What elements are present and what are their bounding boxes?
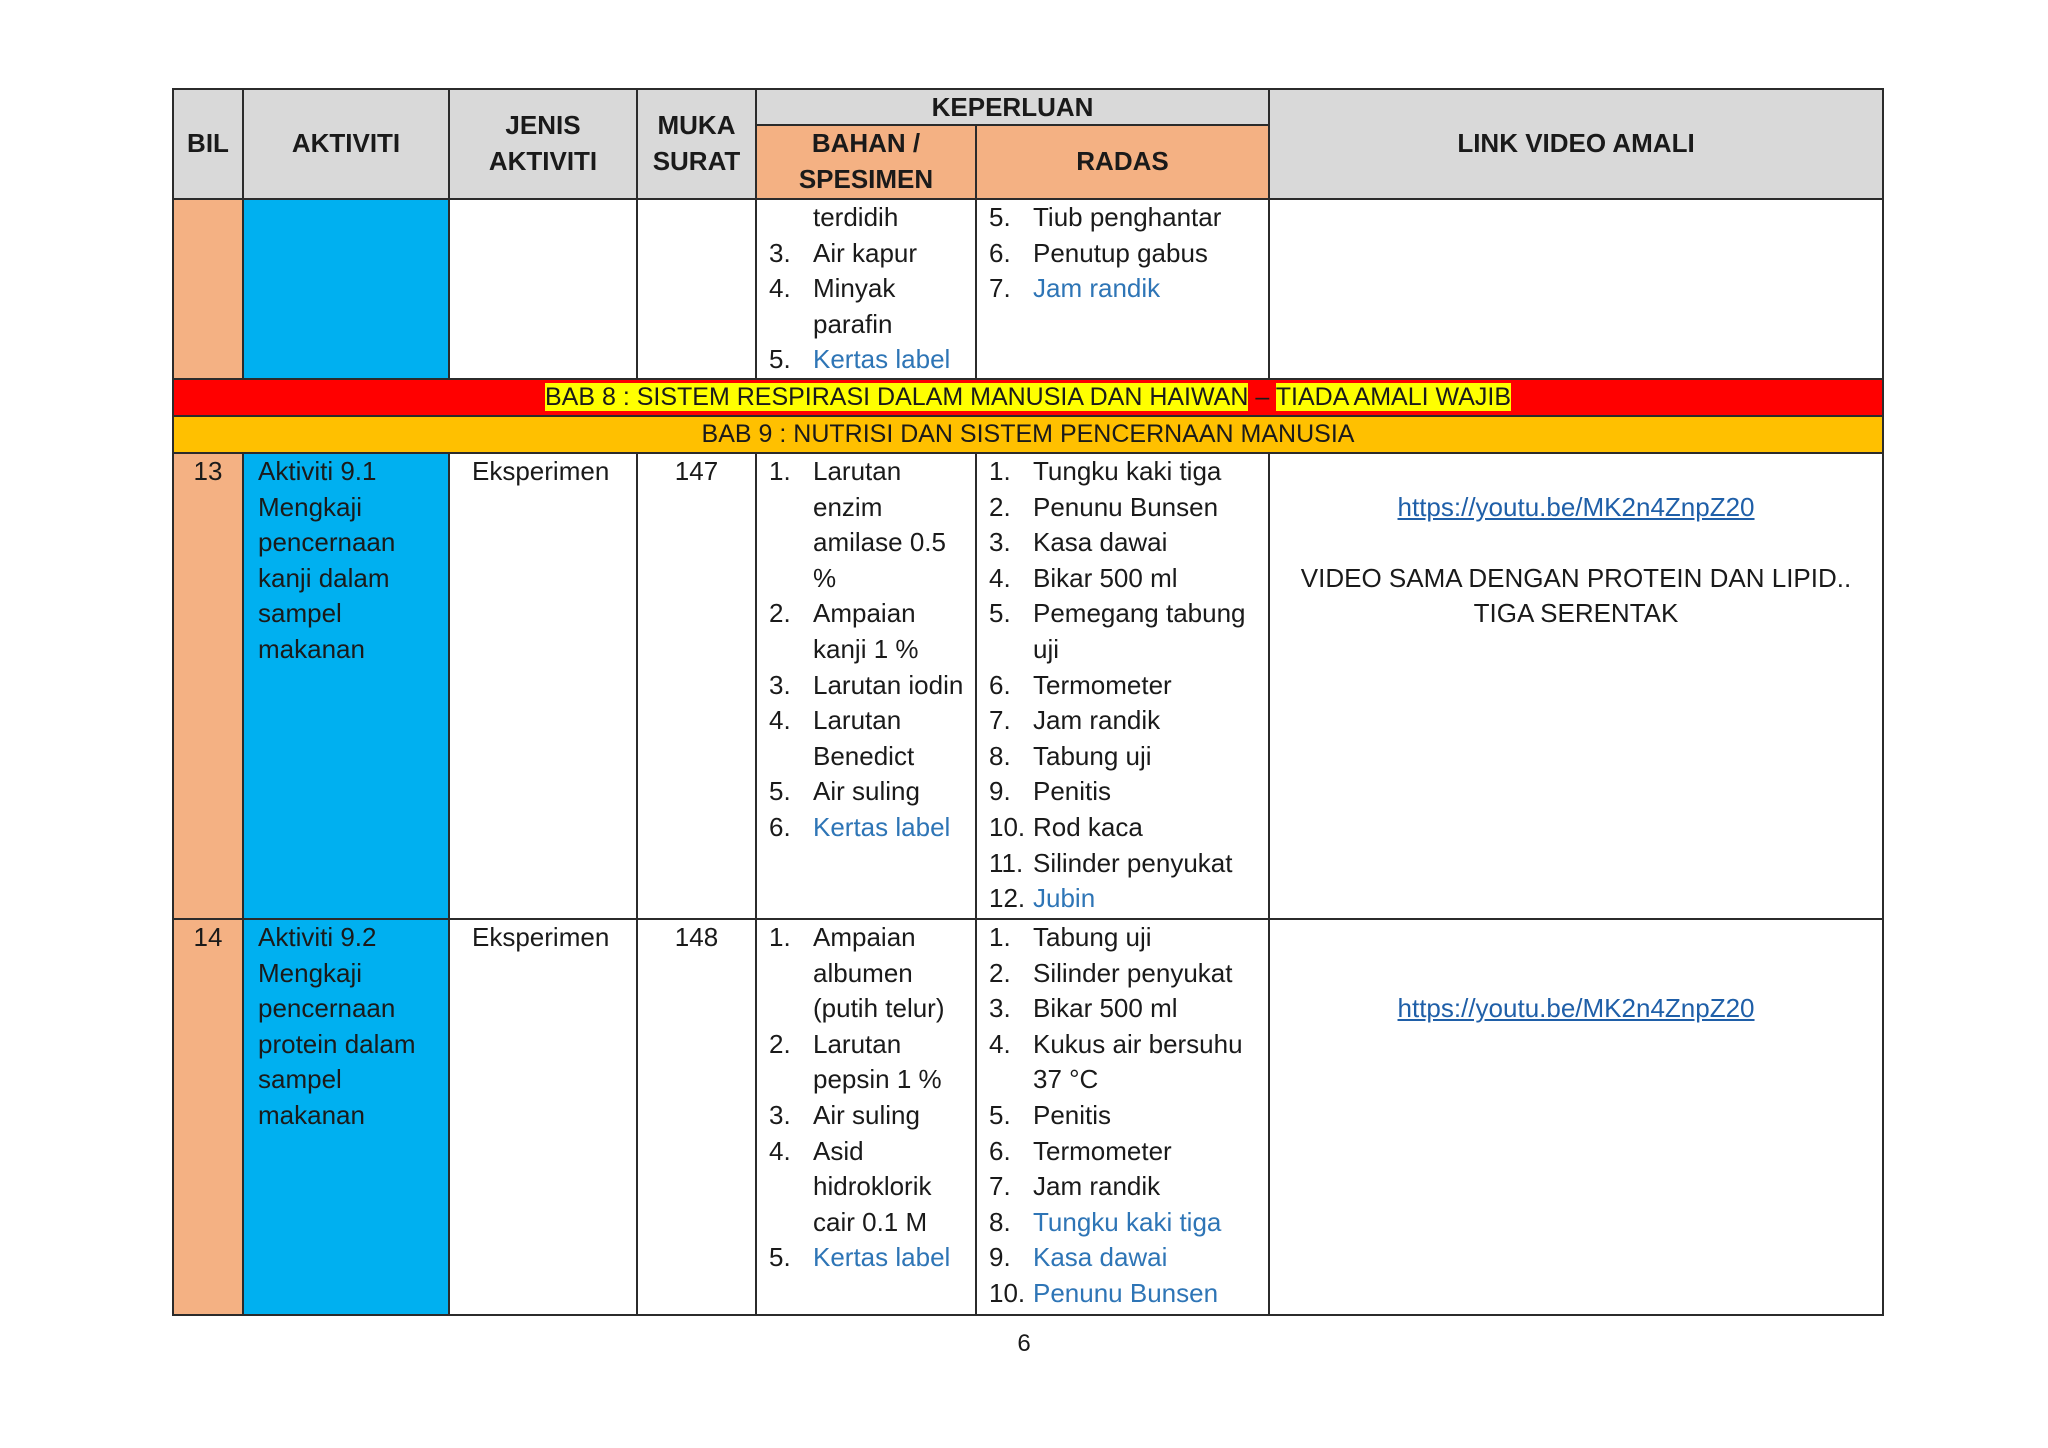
list-number: 3.: [769, 237, 791, 268]
chapter-row-bab8: [173, 379, 1883, 416]
radas-cell: [976, 199, 1269, 379]
list-item: [989, 1205, 1268, 1241]
list-item: [989, 668, 1268, 704]
list-text: Bikar 500 ml: [1033, 993, 1178, 1024]
header-link-video: LINK VIDEO AMALI: [1269, 89, 1883, 199]
page-number: 6: [1017, 1330, 1031, 1357]
jenis-cell: [449, 199, 637, 379]
list-item: [769, 1134, 975, 1241]
list-text: Larutan Benedict: [813, 705, 915, 771]
list-text: Kukus air bersuhu 37 °C: [1033, 1028, 1243, 1095]
bil-cell: 13: [173, 453, 243, 919]
list-text: Penitis: [1033, 776, 1112, 807]
list-number: 4.: [769, 273, 791, 304]
list-item: [769, 1027, 975, 1098]
list-text: Air suling: [813, 776, 920, 807]
header-muka-surat: MUKA SURAT: [637, 89, 756, 199]
list-number: 2.: [989, 957, 1011, 988]
list-item: [989, 991, 1268, 1027]
jenis-cell: Eksperimen: [449, 453, 637, 919]
list-text: Kasa dawai: [1033, 527, 1168, 558]
list-number: 5.: [989, 1099, 1011, 1130]
list-number: 6.: [989, 1135, 1011, 1166]
list-number: 3.: [769, 669, 791, 700]
list-item: [769, 596, 975, 667]
list-number: 7.: [989, 273, 1011, 304]
list-item: [989, 1098, 1268, 1134]
list-text: Termometer: [1033, 1135, 1172, 1166]
jenis-cell: Eksperimen: [449, 919, 637, 1315]
list-item: [989, 956, 1268, 992]
list-item: [989, 774, 1268, 810]
list-text: terdidih: [813, 202, 899, 232]
video-note-2: TIGA SERENTAK: [1473, 598, 1679, 629]
aktiviti-line: pencernaan: [258, 527, 396, 558]
link-cell: [1269, 199, 1883, 379]
aktiviti-line: Mengkaji: [258, 957, 363, 988]
muka-cell: [637, 199, 756, 379]
aktiviti-cell: [243, 199, 449, 379]
list-number: 3.: [989, 527, 1011, 558]
aktiviti-cell: [243, 453, 449, 919]
aktiviti-line: Mengkaji: [258, 491, 363, 522]
list-text: Termometer: [1033, 669, 1172, 700]
list-number: 2.: [769, 1028, 791, 1059]
list-item: [989, 236, 1268, 272]
list-item: [769, 810, 975, 846]
list-item: [769, 271, 975, 342]
list-text: Silinder penyukat: [1033, 957, 1233, 988]
aktiviti-line: protein dalam: [258, 1028, 416, 1059]
list-text: Jam randik: [1033, 273, 1161, 304]
list-text: Tabung uji: [1033, 921, 1152, 952]
header-bahan-spesimen: BAHAN / SPESIMEN: [756, 125, 976, 199]
list-number: 1.: [769, 921, 791, 952]
chapter-bab8: [173, 379, 1883, 416]
list-number: 1.: [769, 455, 791, 486]
list-item: [989, 1169, 1268, 1205]
video-note: VIDEO SAMA DENGAN PROTEIN DAN LIPID..: [1300, 562, 1852, 593]
chapter-bab9: BAB 9 : NUTRISI DAN SISTEM PENCERNAAN MANUSIA: [173, 416, 1883, 453]
list-item: [769, 236, 975, 272]
list-item: [989, 490, 1268, 526]
list-item: [989, 810, 1268, 846]
activity-table: [172, 88, 1884, 1316]
list-text: Penitis: [1033, 1099, 1112, 1130]
list-text: Tiub penghantar: [1033, 202, 1222, 232]
list-text: Tungku kaki tiga: [1033, 455, 1222, 486]
list-number: 5.: [769, 1242, 791, 1273]
list-text: Tabung uji: [1033, 740, 1152, 771]
list-text: Pemegang tabung uji: [1033, 598, 1246, 664]
aktiviti-cell: [243, 919, 449, 1315]
list-text: Air kapur: [813, 237, 918, 268]
list-item: [989, 920, 1268, 956]
list-number: 2.: [769, 598, 791, 629]
table-row: [173, 453, 1883, 919]
list-item: [989, 1276, 1268, 1312]
list-text: Penunu Bunsen: [1033, 1277, 1219, 1308]
list-item: [989, 525, 1268, 561]
list-text: Kertas label: [813, 344, 951, 375]
list-text: Penutup gabus: [1033, 237, 1208, 268]
list-item: [989, 1134, 1268, 1170]
list-text: Rod kaca: [1033, 811, 1143, 842]
list-text: Kasa dawai: [1033, 1242, 1168, 1273]
list-text: Silinder penyukat: [1033, 847, 1233, 878]
list-item: [989, 846, 1268, 882]
list-item: [989, 561, 1268, 597]
list-item: [989, 596, 1268, 667]
aktiviti-line: makanan: [258, 1099, 365, 1130]
list-text: Air suling: [813, 1099, 920, 1130]
header-bil: BIL: [173, 89, 243, 199]
list-number: 2.: [989, 491, 1011, 522]
list-item: [769, 1240, 975, 1276]
video-link[interactable]: https://youtu.be/MK2n4ZnpZ20: [1397, 992, 1755, 1023]
list-text: Kertas label: [813, 1242, 951, 1273]
list-item: [769, 920, 975, 1027]
bahan-cell: [756, 199, 976, 379]
video-link[interactable]: https://youtu.be/MK2n4ZnpZ20: [1397, 491, 1755, 522]
list-number: 5.: [769, 344, 791, 375]
aktiviti-line: sampel: [258, 1064, 342, 1095]
aktiviti-line: Aktiviti 9.2: [258, 921, 377, 952]
list-number: 12.: [989, 883, 1026, 914]
list-item: [989, 1240, 1268, 1276]
list-number: 10.: [989, 811, 1026, 842]
list-number: 4.: [769, 1135, 791, 1166]
link-cell: [1269, 453, 1883, 919]
header-aktiviti: AKTIVITI: [243, 89, 449, 199]
list-item: [989, 739, 1268, 775]
list-item: [989, 703, 1268, 739]
aktiviti-line: sampel: [258, 598, 342, 629]
bil-cell: [173, 199, 243, 379]
list-number: 3.: [989, 993, 1011, 1024]
list-text: Bikar 500 ml: [1033, 562, 1178, 593]
aktiviti-line: Aktiviti 9.1: [258, 455, 377, 486]
list-text: Jam randik: [1033, 1171, 1161, 1202]
list-number: 8.: [989, 1206, 1011, 1237]
bab8-note: TIADA AMALI WAJIB: [1275, 382, 1511, 411]
list-item: [989, 1027, 1268, 1098]
list-number: 4.: [989, 1028, 1011, 1059]
bab8-title: BAB 8 : SISTEM RESPIRASI DALAM MANUSIA DAN HAIWAN: [545, 382, 1249, 411]
list-text: Larutan iodin: [813, 669, 964, 700]
list-number: 6.: [989, 669, 1011, 700]
list-item: [769, 703, 975, 774]
list-number: 9.: [989, 1242, 1011, 1273]
bab8-separator: –: [1248, 382, 1276, 411]
list-number: 11.: [989, 847, 1024, 878]
list-text: Ampaian kanji 1 %: [813, 598, 919, 664]
aktiviti-line: kanji dalam: [258, 562, 390, 593]
list-number: 4.: [989, 562, 1011, 593]
muka-cell: 147: [637, 453, 756, 919]
list-text: Kertas label: [813, 811, 951, 842]
list-text: Penunu Bunsen: [1033, 491, 1219, 522]
radas-cell: [976, 919, 1269, 1315]
list-item: [989, 881, 1268, 917]
list-text: Ampaian albumen (putih telur): [813, 921, 945, 1024]
list-text: Jam randik: [1033, 705, 1161, 736]
list-text: Jubin: [1033, 883, 1096, 914]
bil-cell: 14: [173, 919, 243, 1315]
list-item: [989, 200, 1268, 236]
list-item: [989, 454, 1268, 490]
bahan-cell: [756, 919, 976, 1315]
table-row-continuation: [173, 199, 1883, 379]
list-text: Minyak parafin: [813, 273, 896, 339]
list-number: 5.: [769, 776, 791, 807]
list-number: 1.: [989, 921, 1011, 952]
chapter-row-bab9: [173, 416, 1883, 453]
list-text: Larutan enzim amilase 0.5 %: [813, 455, 946, 593]
list-text: Tungku kaki tiga: [1033, 1206, 1222, 1237]
list-item: [769, 342, 975, 378]
link-cell: [1269, 919, 1883, 1315]
list-item: [769, 774, 975, 810]
bahan-cell: [756, 453, 976, 919]
list-number: 9.: [989, 776, 1011, 807]
list-text: Larutan pepsin 1 %: [813, 1028, 942, 1095]
list-number: 7.: [989, 705, 1011, 736]
list-number: 1.: [989, 455, 1011, 486]
list-number: 10.: [989, 1277, 1026, 1308]
aktiviti-line: makanan: [258, 633, 365, 664]
header-jenis-aktiviti: JENIS AKTIVITI: [449, 89, 637, 199]
list-number: 5.: [989, 202, 1011, 232]
list-item: [769, 668, 975, 704]
list-number: 5.: [989, 598, 1011, 629]
list-number: 7.: [989, 1171, 1011, 1202]
list-item: [989, 271, 1268, 307]
list-item: [769, 454, 975, 596]
list-number: 4.: [769, 705, 791, 736]
muka-cell: 148: [637, 919, 756, 1315]
list-item: [769, 1098, 975, 1134]
table-row: [173, 919, 1883, 1315]
list-item: [769, 200, 975, 236]
list-number: 3.: [769, 1099, 791, 1130]
aktiviti-line: pencernaan: [258, 993, 396, 1024]
header-keperluan: KEPERLUAN: [756, 89, 1269, 125]
header-radas: RADAS: [976, 125, 1269, 199]
list-text: Asid hidroklorik cair 0.1 M: [813, 1135, 932, 1237]
radas-cell: [976, 453, 1269, 919]
list-number: 6.: [989, 237, 1011, 268]
list-number: 6.: [769, 811, 791, 842]
list-number: 8.: [989, 740, 1011, 771]
